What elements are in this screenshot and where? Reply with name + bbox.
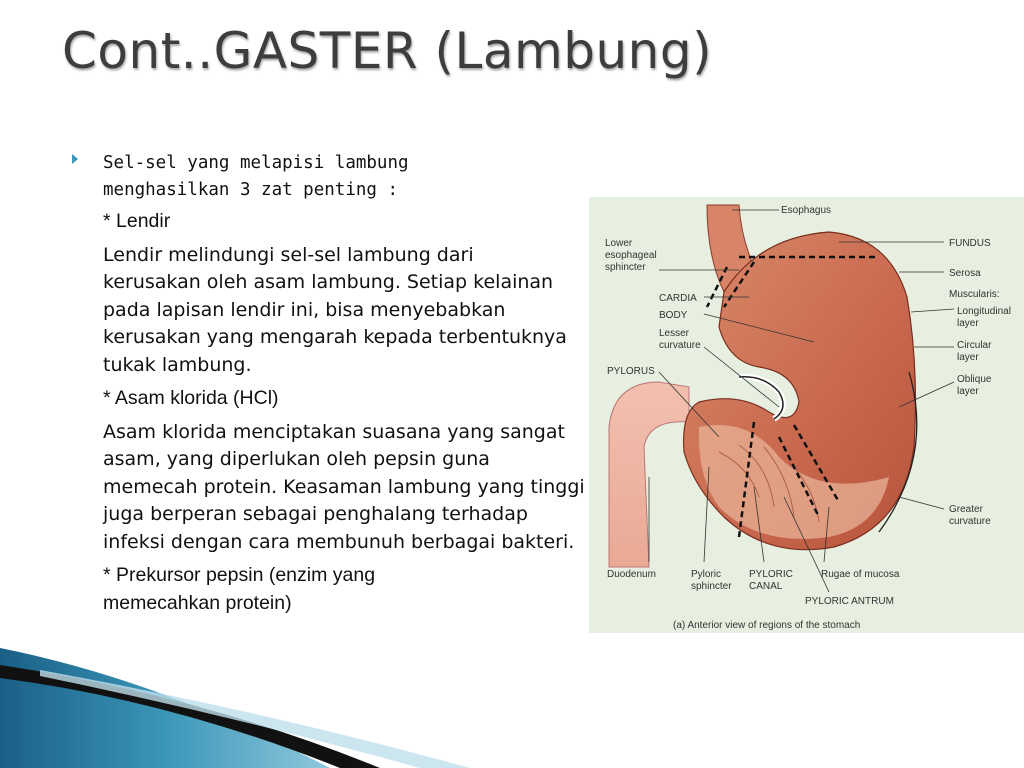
label-circular-1: Circular	[957, 340, 992, 351]
intro-line-2: menghasilkan 3 zat penting :	[103, 180, 399, 200]
label-lower-3: sphincter	[605, 262, 646, 273]
label-longitudinal-1: Longitudinal	[957, 306, 1011, 317]
label-lesser-1: Lesser	[659, 328, 690, 339]
slide-body	[103, 150, 587, 623]
label-lower-2: esophageal	[605, 250, 657, 261]
label-circular-2: layer	[957, 352, 979, 363]
label-pyloric-sphincter-2: sphincter	[691, 581, 732, 592]
label-duodenum: Duodenum	[607, 569, 656, 580]
label-serosa: Serosa	[949, 268, 981, 279]
label-oblique-2: layer	[957, 386, 979, 397]
label-oblique-1: Oblique	[957, 374, 992, 385]
stomach-illustration	[589, 197, 1024, 633]
label-lower-1: Lower	[605, 238, 633, 249]
figure-caption: (a) Anterior view of regions of the stomach	[673, 620, 861, 631]
label-pylorus: PYLORUS	[607, 366, 655, 377]
label-rugae: Rugae of mucosa	[821, 569, 900, 580]
bullet-arrow-icon	[72, 154, 78, 164]
stomach-diagram	[589, 197, 1024, 633]
label-greater-1: Greater	[949, 504, 983, 515]
intro-line-1: Sel-sel yang melapisi lambung	[103, 153, 409, 173]
heading-hcl: * Asam klorida (HCl)	[103, 387, 279, 409]
label-esophagus: Esophagus	[781, 205, 832, 216]
label-longitudinal-2: layer	[957, 318, 979, 329]
label-cardia: CARDIA	[659, 293, 697, 304]
decorative-swoosh	[0, 640, 1024, 768]
slide-title: Cont..GASTER (Lambung)	[62, 22, 713, 80]
intro-text	[103, 150, 587, 204]
paragraph-lendir: Lendir melindungi sel-sel lambung dari kerusakan oleh asam lambung. Setiap kelainan pada lapisan lendir ini, bisa menyebabkan kerusakan yang mengarah kepada terbentuknya tukak lambung.	[103, 243, 567, 376]
label-pyloric-sphincter-1: Pyloric	[691, 569, 722, 580]
label-body: BODY	[659, 310, 688, 321]
paragraph-hcl: Asam klorida menciptakan suasana yang sangat asam, yang diperlukan oleh pepsin guna memecah protein. Keasaman lambung yang tinggi juga berperan sebagai penghalang terhadap infeksi dengan cara membunuh berbagai bakteri.	[103, 420, 585, 553]
heading-pepsin: * Prekursor pepsin (enzim yang memecahkan protein)	[103, 564, 376, 614]
label-lesser-2: curvature	[659, 340, 701, 351]
label-greater-2: curvature	[949, 516, 991, 527]
label-pyloric-antrum: PYLORIC ANTRUM	[805, 596, 894, 607]
heading-lendir: * Lendir	[103, 210, 171, 232]
label-pyloric-canal-1: PYLORIC	[749, 569, 793, 580]
label-fundus: FUNDUS	[949, 238, 991, 249]
label-pyloric-canal-2: CANAL	[749, 581, 783, 592]
label-muscularis: Muscularis:	[949, 289, 1000, 300]
